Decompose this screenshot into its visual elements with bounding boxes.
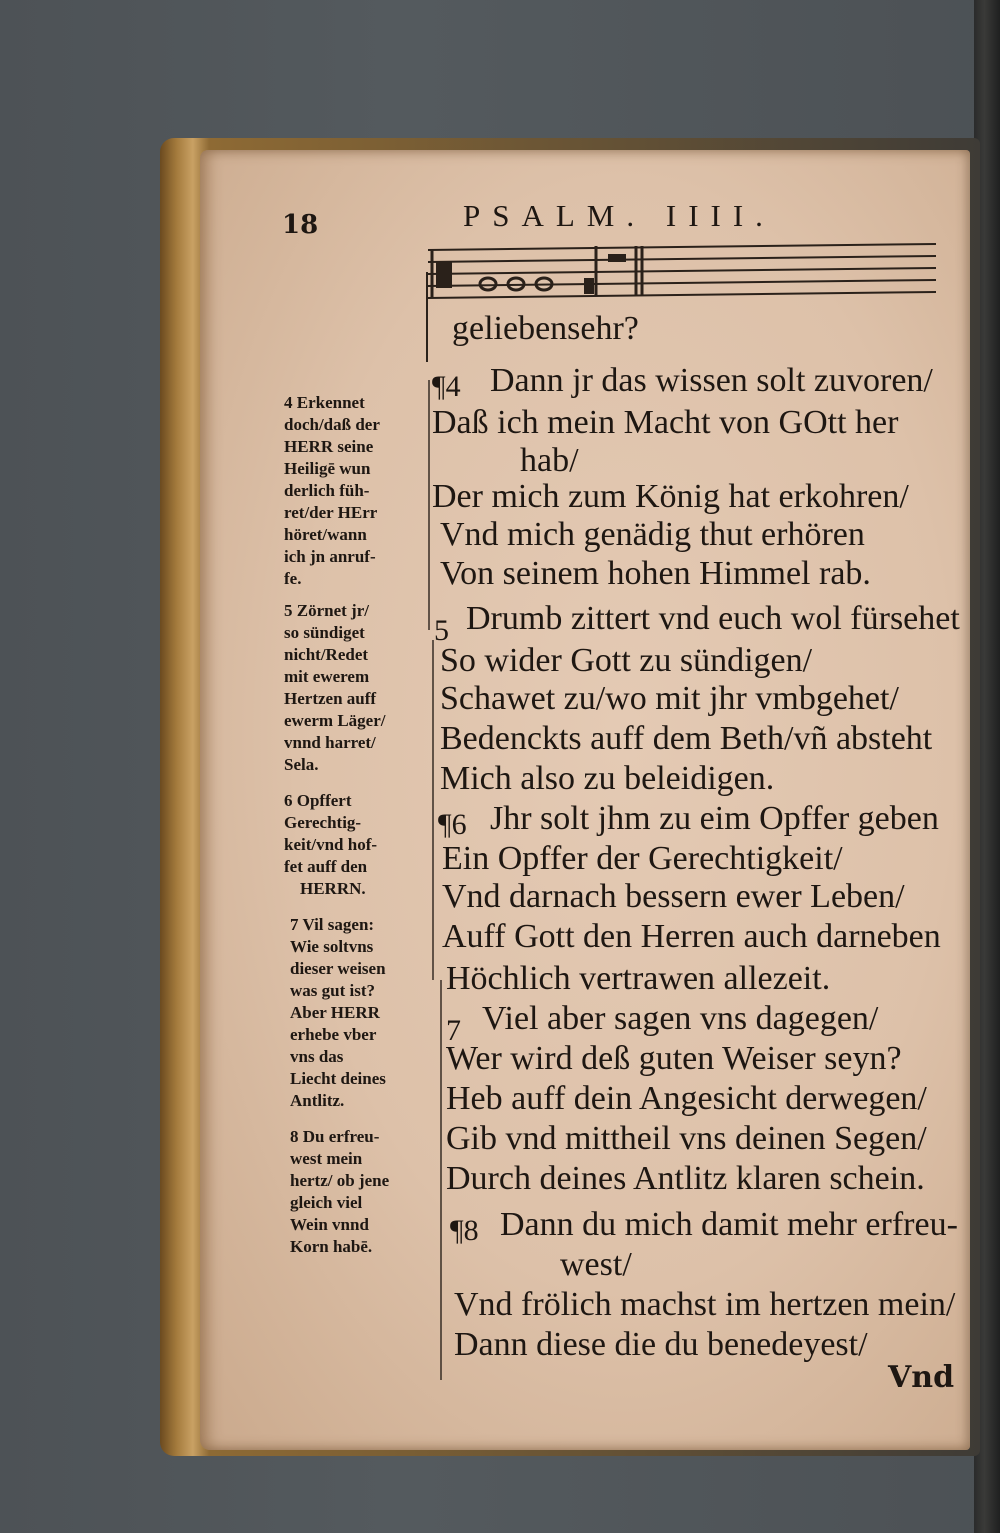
side-note: 8 Du erfreu- bbox=[290, 1127, 380, 1146]
verse-number: 5 bbox=[434, 614, 449, 647]
main-line: hab/ bbox=[520, 442, 579, 479]
main-line: Heb auff dein Angesicht derwegen/ bbox=[446, 1080, 927, 1117]
main-line: Jhr solt jhm zu eim Opffer geben bbox=[490, 800, 939, 837]
side-note: ich jn anruf- bbox=[284, 547, 376, 566]
verse-number: ¶6 bbox=[438, 808, 467, 841]
side-note: vnnd harret/ bbox=[284, 733, 376, 752]
side-note: HERR seine bbox=[284, 437, 374, 456]
main-line: Wer wird deß guten Weiser seyn? bbox=[446, 1040, 902, 1077]
side-note: Gerechtig- bbox=[284, 813, 362, 832]
page-number: 18 bbox=[282, 210, 319, 240]
main-line: Drumb zittert vnd euch wol fürsehet bbox=[466, 600, 960, 637]
main-line: Viel aber sagen vns dagegen/ bbox=[482, 1000, 879, 1037]
main-line: Schawet zu/wo mit jhr vmbgehet/ bbox=[440, 680, 899, 717]
main-line: Bedenckts auff dem Beth/vñ absteht bbox=[440, 720, 933, 757]
side-note: Liecht deines bbox=[290, 1069, 386, 1088]
main-line: Dann du mich damit mehr erfreu- bbox=[500, 1206, 958, 1243]
side-note: Wie soltvns bbox=[290, 937, 374, 956]
main-line: Dann diese die du benedeyest/ bbox=[454, 1326, 868, 1363]
musical-staff bbox=[428, 240, 938, 306]
side-note: doch/daß der bbox=[284, 415, 380, 434]
main-line: Vnd darnach bessern ewer Leben/ bbox=[442, 878, 905, 915]
side-note: Hertzen auff bbox=[284, 689, 377, 708]
side-note: HERRN. bbox=[300, 879, 366, 898]
main-line: west/ bbox=[560, 1246, 632, 1283]
side-note: Sela. bbox=[284, 755, 319, 774]
side-note: Wein vnnd bbox=[290, 1215, 369, 1234]
main-line: So wider Gott zu sündigen/ bbox=[440, 642, 813, 679]
side-note: keit/vnd hof- bbox=[284, 835, 378, 854]
side-note: Antlitz. bbox=[290, 1091, 345, 1110]
main-line: Von seinem hohen Himmel rab. bbox=[440, 555, 871, 592]
main-line: Vnd frölich machst im hertzen mein/ bbox=[454, 1286, 956, 1323]
side-note: höret/wann bbox=[284, 525, 367, 544]
main-line: Dann jr das wissen solt zuvoren/ bbox=[490, 362, 933, 399]
side-note: was gut ist? bbox=[290, 981, 376, 1000]
side-note: Aber HERR bbox=[290, 1003, 380, 1022]
margin-rule bbox=[428, 380, 430, 630]
side-note: 5 Zörnet jr/ bbox=[284, 601, 369, 620]
side-note: ret/der HErr bbox=[284, 503, 378, 522]
side-note: erhebe vber bbox=[290, 1025, 377, 1044]
main-line: Daß ich mein Macht von GOtt her bbox=[432, 404, 899, 441]
main-line: Durch deines Antlitz klaren schein. bbox=[446, 1160, 925, 1197]
side-note: ewerm Läger/ bbox=[284, 711, 386, 730]
main-line: Mich also zu beleidigen. bbox=[440, 760, 775, 797]
side-note: nicht/Redet bbox=[284, 645, 369, 664]
side-note: hertz/ ob jene bbox=[290, 1171, 390, 1190]
side-note: Korn habē. bbox=[290, 1237, 373, 1256]
verse-number: ¶8 bbox=[450, 1214, 479, 1247]
main-line: Auff Gott den Herren auch darneben bbox=[442, 918, 941, 955]
main-line: Ein Opffer der Gerechtigkeit/ bbox=[442, 840, 843, 877]
side-note: vns das bbox=[290, 1047, 344, 1066]
main-line: Gib vnd mittheil vns deinen Segen/ bbox=[446, 1120, 927, 1157]
side-note: gleich viel bbox=[290, 1193, 363, 1212]
side-note: 4 Erkennet bbox=[284, 393, 365, 412]
running-head: PSALM. IIII. bbox=[463, 198, 775, 233]
side-note: fet auff den bbox=[284, 857, 368, 876]
margin-rule bbox=[440, 980, 442, 1380]
side-note: Heiligē wun bbox=[284, 459, 371, 478]
catchword: Vnd bbox=[888, 1360, 955, 1395]
side-note: derlich füh- bbox=[284, 481, 370, 500]
side-note: so sündiget bbox=[284, 623, 365, 642]
verse-number: 7 bbox=[446, 1014, 461, 1047]
main-line: Höchlich vertrawen allezeit. bbox=[446, 960, 831, 997]
side-note: fe. bbox=[284, 569, 302, 588]
staff-bracket bbox=[426, 272, 428, 362]
side-note: west mein bbox=[290, 1149, 363, 1168]
side-note: 7 Vil sagen: bbox=[290, 915, 375, 934]
main-line: Vnd mich genädig thut erhören bbox=[440, 516, 865, 553]
side-note: dieser weisen bbox=[290, 959, 386, 978]
verse-number: ¶4 bbox=[432, 370, 461, 403]
side-note: mit ewerem bbox=[284, 667, 370, 686]
margin-rule bbox=[432, 640, 434, 980]
side-note: 6 Opffert bbox=[284, 791, 352, 810]
main-line: Der mich zum König hat erkohren/ bbox=[432, 478, 909, 515]
main-line: geliebensehr? bbox=[452, 310, 639, 347]
